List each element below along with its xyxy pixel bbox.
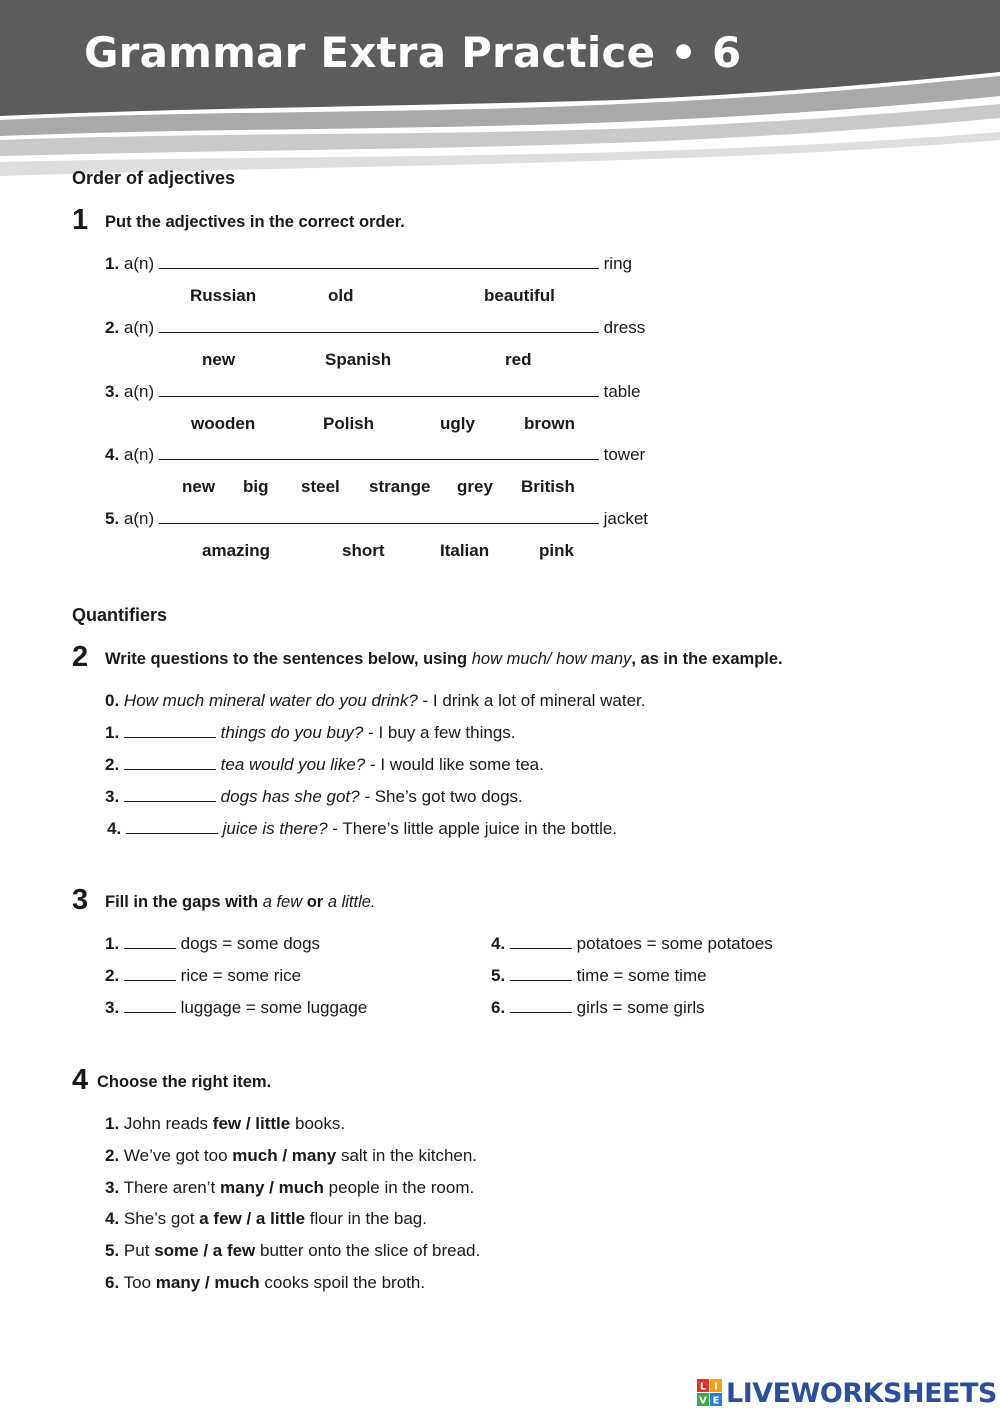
adjective-item [105,509,648,529]
item-number: 3. [105,1178,120,1197]
logo-badge-icon [697,1379,723,1407]
instruction-text: Write questions to the sentences below, using [105,650,468,668]
item-article: a(n) [123,382,155,401]
answer-blank[interactable] [510,966,572,981]
adjective-item [105,445,645,465]
exercise-instruction: Put the adjectives in the correct order. [105,213,405,231]
question-text: tea would you like? [220,755,366,774]
choice-item [105,1241,480,1261]
badge-letter: L [699,1381,707,1393]
choice-item [105,1209,427,1229]
choice-item [105,1178,474,1198]
item-number: 4. [491,934,506,953]
answer-blank[interactable] [510,998,572,1013]
exercise-instruction [105,893,376,912]
adjective-word: grey [457,477,493,496]
choice-options[interactable]: few / little [212,1114,291,1133]
adjective-word: Spanish [325,350,392,369]
adjective-word-bank [0,286,1000,308]
answer-blank[interactable] [124,755,216,770]
adjective-word-bank [0,477,1000,499]
badge-letter: I [714,1381,718,1393]
badge-letter: V [699,1395,707,1407]
adjective-word: new [202,350,236,369]
item-text: salt in the kitchen. [340,1146,478,1165]
instruction-italic: a little. [327,893,376,911]
answer-blank[interactable] [124,966,176,981]
item-number: 1. [105,723,120,742]
item-number: 4. [107,819,122,838]
answer-blank[interactable] [124,723,216,738]
gap-item [105,966,301,986]
question-text: juice is there? [222,819,328,838]
choice-options[interactable]: a few / a little [199,1209,306,1228]
item-number: 5. [105,509,120,528]
answer-blank[interactable] [159,509,599,524]
adjective-word-bank [0,541,1000,563]
question-item [107,819,617,839]
item-number: 2. [105,966,120,985]
exercise-number: 3 [72,884,89,916]
item-noun: table [603,382,641,401]
item-article: a(n) [123,254,155,273]
item-text: potatoes = some potatoes [576,934,773,953]
gap-item [491,966,707,986]
exercise-number: 2 [72,641,89,673]
item-text: luggage = some luggage [180,998,368,1017]
item-number: 5. [105,1241,120,1260]
example-sentence [105,691,645,711]
adjective-word: British [521,477,575,496]
item-text: dogs = some dogs [180,934,321,953]
adjective-item [105,254,632,274]
logo-text: LIVEWORKSHEETS [726,1377,997,1409]
item-text: books. [294,1114,346,1133]
question-item [105,787,523,807]
item-number: 4. [105,445,120,464]
gap-item [491,998,705,1018]
item-number: 0. [105,691,120,710]
page-title: Grammar Extra Practice • 6 [84,28,742,77]
item-number: 1. [105,254,120,273]
item-number: 1. [105,934,120,953]
answer-text: - There’s little apple juice in the bottle. [327,819,618,838]
exercise-instruction [105,650,783,669]
item-article: a(n) [123,445,155,464]
item-noun: jacket [603,509,649,528]
item-number: 6. [491,998,506,1017]
choice-item [105,1146,477,1166]
item-text: time = some time [576,966,707,985]
item-article: a(n) [123,318,155,337]
adjective-word: strange [369,477,431,496]
item-number: 2. [105,755,120,774]
exercise-number: 4 [72,1064,89,1096]
instruction-text: or [306,893,324,911]
item-number: 3. [105,382,120,401]
gap-item [105,998,367,1018]
section-title-adjectives: Order of adjectives [72,168,236,188]
choice-item [105,1273,425,1293]
question-text: dogs has she got? [220,787,360,806]
item-number: 6. [105,1273,120,1292]
answer-text: - I would like some tea. [365,755,544,774]
item-text: butter onto the slice of bread. [260,1241,481,1260]
answer-blank[interactable] [159,254,599,269]
adjective-word: Russian [190,286,257,305]
answer-blank[interactable] [126,819,218,834]
item-noun: ring [603,254,632,273]
adjective-word: steel [301,477,340,496]
example-answer: - I drink a lot of mineral water. [417,691,646,710]
answer-blank[interactable] [159,382,599,397]
adjective-word: brown [524,414,575,433]
choice-item [105,1114,345,1134]
example-question: How much mineral water do you drink? [123,691,418,710]
choice-options[interactable]: many / much [220,1178,324,1197]
item-text: cooks spoil the broth. [264,1273,426,1292]
exercise-number: 1 [72,204,89,236]
instruction-text: , as in the example. [631,650,783,668]
item-text: John reads [123,1114,209,1133]
adjective-word: old [328,286,354,305]
item-number: 3. [105,998,120,1017]
adjective-word: beautiful [484,286,555,305]
item-text: rice = some rice [180,966,302,985]
item-number: 1. [105,1114,120,1133]
adjective-word: wooden [191,414,256,433]
adjective-word: Italian [440,541,490,560]
item-number: 3. [105,787,120,806]
gap-item [105,934,320,954]
item-text: girls = some girls [576,998,705,1017]
adjective-word-bank [0,350,1000,372]
question-item [105,723,516,743]
item-text: We’ve got too [123,1146,228,1165]
adjective-word: amazing [202,541,271,560]
question-item [105,755,544,775]
choice-options[interactable]: some / a few [154,1241,256,1260]
item-text: people in the room. [328,1178,475,1197]
adjective-word: big [243,477,269,496]
item-number: 2. [105,318,120,337]
item-noun: tower [603,445,646,464]
adjective-item [105,382,641,402]
answer-blank[interactable] [159,318,599,333]
choice-options[interactable]: many / much [155,1273,260,1292]
adjective-item [105,318,645,338]
item-text: flour in the bag. [309,1209,427,1228]
question-text: things do you buy? [220,723,364,742]
liveworksheets-logo[interactable] [697,1377,997,1409]
item-text: Put [123,1241,150,1260]
answer-blank[interactable] [124,787,216,802]
adjective-word: short [342,541,385,560]
badge-letter: E [712,1395,720,1407]
gap-item [491,934,773,954]
adjective-word-bank [0,414,1000,436]
adjective-word: pink [539,541,574,560]
answer-blank[interactable] [510,934,572,949]
adjective-word: new [182,477,216,496]
item-number: 2. [105,1146,120,1165]
instruction-italic: how much/ how many [471,650,632,668]
adjective-word: red [505,350,532,369]
answer-text: - She’s got two dogs. [359,787,523,806]
answer-blank[interactable] [124,934,176,949]
choice-options[interactable]: much / many [232,1146,337,1165]
adjective-word: ugly [440,414,475,433]
item-noun: dress [603,318,646,337]
exercise-instruction: Choose the right item. [97,1073,272,1091]
adjective-word: Polish [323,414,375,433]
section-title-quantifiers: Quantifiers [72,605,168,625]
answer-blank[interactable] [159,445,599,460]
instruction-text: Fill in the gaps with [105,893,259,911]
item-text: Too [123,1273,152,1292]
item-number: 5. [491,966,506,985]
answer-text: - I buy a few things. [363,723,516,742]
item-text: She’s got [123,1209,195,1228]
item-article: a(n) [123,509,155,528]
item-text: There aren’t [123,1178,216,1197]
item-number: 4. [105,1209,120,1228]
instruction-italic: a few [262,893,303,911]
answer-blank[interactable] [124,998,176,1013]
